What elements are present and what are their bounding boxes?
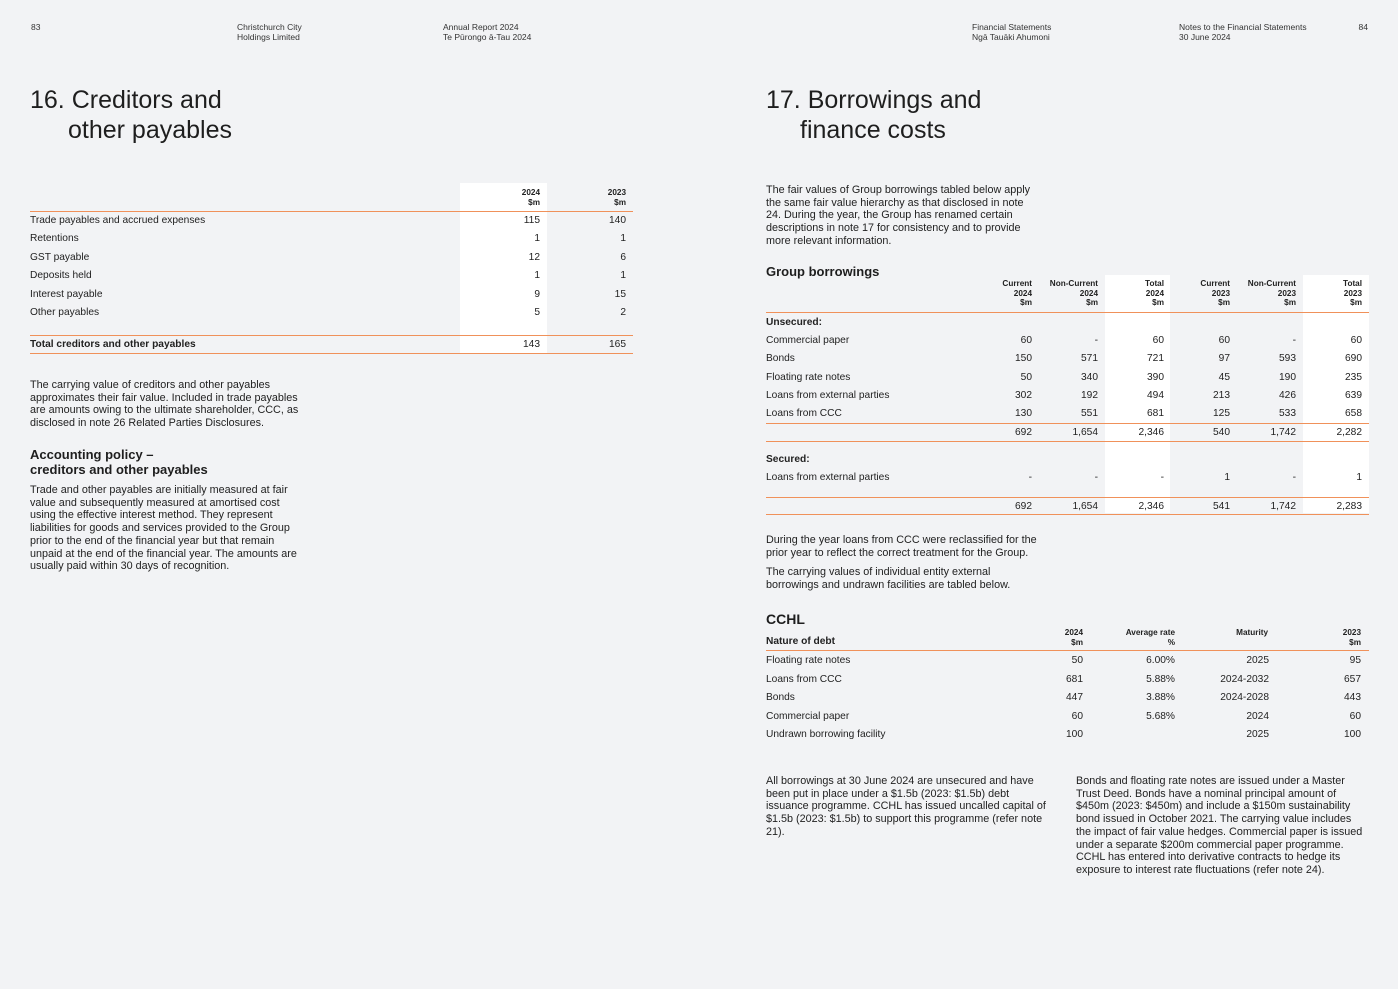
note16-title [30, 85, 232, 145]
col-l2: $m [1349, 637, 1361, 647]
value-2023: 140 [609, 215, 626, 226]
row-label: Interest payable [30, 289, 103, 300]
org-name-line1: Christchurch City [237, 22, 302, 32]
cchl-col-rate [1095, 628, 1175, 647]
col-l1: Current [1200, 279, 1230, 288]
col-2024-unit: $m [528, 197, 540, 207]
notes-name-line2: 30 June 2024 [1179, 32, 1231, 42]
total-bottom-rule [30, 353, 633, 354]
col-l1: Maturity [1236, 628, 1268, 637]
org-name-line2: Holdings Limited [237, 32, 300, 42]
value-2023: 60 [1349, 711, 1361, 722]
policy-heading [30, 447, 208, 477]
table-row [30, 307, 633, 320]
value-2023: 6 [620, 252, 626, 263]
table-row [766, 353, 1369, 366]
table-row [766, 655, 1369, 668]
col-header-total-2023 [1302, 279, 1362, 308]
value-rate: 3.88% [1146, 692, 1175, 703]
value-current-2024: 130 [1015, 408, 1032, 419]
value-total-2024: 390 [1147, 372, 1164, 383]
table-row [30, 270, 633, 283]
value-current-2023: 213 [1213, 390, 1230, 401]
value-maturity: 2025 [1246, 729, 1269, 740]
cchl-heading: CCHL [766, 611, 805, 627]
col-l2: $m [1071, 637, 1083, 647]
value-total-2023: 639 [1345, 390, 1362, 401]
note16-paragraph: The carrying value of creditors and other payables approximates their fair value. Included in trade payables are amounts owing to the ultimate shareholder, CCC, as disclosed in note 26 Related Parties Disclosures. [30, 379, 299, 430]
value-total-2023: 235 [1345, 372, 1362, 383]
policy-heading-line1: Accounting policy – [30, 447, 154, 462]
value-total-2023: 1 [1356, 472, 1362, 483]
col-l3: $m [1350, 298, 1362, 308]
table-row [766, 729, 1369, 742]
value-2023: 443 [1344, 692, 1361, 703]
value-current-2024: 302 [1015, 390, 1032, 401]
value-noncurrent-2024: 340 [1081, 372, 1098, 383]
value-noncurrent-2023: - [1292, 472, 1296, 483]
unsecured-label: Unsecured: [766, 317, 823, 328]
group-borrowings-heading: Group borrowings [766, 264, 880, 279]
value-2024: 50 [1071, 655, 1083, 666]
right-page-number: 84 [1358, 22, 1368, 32]
section-name-line1: Financial Statements [972, 22, 1052, 32]
row-label: Deposits held [30, 270, 92, 281]
value-current-2024: 60 [1020, 335, 1032, 346]
value-2023: 15 [614, 289, 626, 300]
value-2023: 100 [1344, 729, 1361, 740]
table-row [30, 252, 633, 265]
cchl-col-2024 [1023, 628, 1083, 647]
value-current-2024: 50 [1020, 372, 1032, 383]
col-l2: % [1167, 637, 1175, 647]
col-l1: Total [1145, 279, 1164, 288]
value-2024: 100 [1066, 729, 1083, 740]
value-total-2024: 60 [1152, 335, 1164, 346]
total-row [30, 339, 633, 352]
value-2024: 60 [1071, 711, 1083, 722]
grand-total-current-2024: 692 [1015, 501, 1032, 512]
row-label: Commercial paper [766, 335, 850, 346]
value-2024: 1 [534, 270, 540, 281]
value-2024: 681 [1066, 674, 1083, 685]
unsecured-subtotal-bottom-rule [766, 441, 1369, 442]
value-noncurrent-2024: - [1094, 335, 1098, 346]
total-label: Total creditors and other payables [30, 339, 196, 350]
row-label: Floating rate notes [766, 372, 851, 383]
value-noncurrent-2023: 190 [1279, 372, 1296, 383]
row-label: Loans from CCC [766, 674, 842, 685]
subtotal-total-2024: 2,346 [1138, 427, 1164, 438]
col-header-current-2023 [1170, 279, 1230, 308]
table-row [30, 289, 633, 302]
table-row [766, 472, 1369, 485]
row-label: GST payable [30, 252, 90, 263]
note17-intro: The fair values of Group borrowings tabled below apply the same fair value hierarchy as that disclosed in note 24. During the year, the Group has renamed certain descriptions in note 17 for consistency and to provide more relevant information. [766, 184, 1031, 247]
value-2023: 95 [1349, 655, 1361, 666]
value-noncurrent-2023: - [1292, 335, 1296, 346]
report-name [443, 22, 531, 42]
grand-total-total-2024: 2,346 [1138, 501, 1164, 512]
row-label: Floating rate notes [766, 655, 851, 666]
note17-title-line1: 17. Borrowings and [766, 86, 982, 114]
row-label: Other payables [30, 307, 100, 318]
notes-name-line1: Notes to the Financial Statements [1179, 22, 1307, 32]
col-l2: 2024 [1079, 288, 1098, 298]
value-maturity: 2024-2032 [1220, 674, 1269, 685]
value-total-2024: 721 [1147, 353, 1164, 364]
value-noncurrent-2023: 593 [1279, 353, 1296, 364]
row-label: Commercial paper [766, 711, 850, 722]
footer-right-paragraph: Bonds and floating rate notes are issued under a Master Trust Deed. Bonds have a nominal principal amount of $450m (2023: $450m) and include a $150m sustainability bond issued in October 2021. The carrying value includes the impact of fair value hedges. Commercial paper is issued under a separate $200m commercial paper programme. CCHL has entered into derivative contracts to hedge its exposure to interest rate fluctuations (refer note 24). [1076, 775, 1363, 876]
col-l2: 2023 [1343, 288, 1362, 298]
subtotal-total-2023: 2,282 [1336, 427, 1362, 438]
value-total-2024: 681 [1147, 408, 1164, 419]
value-2024: 5 [534, 307, 540, 318]
grand-total-noncurrent-2024: 1,654 [1072, 501, 1098, 512]
col-l3: $m [1152, 298, 1164, 308]
note16-title-line1: 16. Creditors and [30, 86, 222, 114]
unsecured-subtotal-row [766, 427, 1369, 440]
row-label: Undrawn borrowing facility [766, 729, 886, 740]
value-maturity: 2024-2028 [1220, 692, 1269, 703]
table-row [766, 408, 1369, 421]
value-current-2024: 150 [1015, 353, 1032, 364]
subtotal-noncurrent-2023: 1,742 [1270, 427, 1296, 438]
value-noncurrent-2024: - [1094, 472, 1098, 483]
col-l1: Current [1002, 279, 1032, 288]
col-l2: 2024 [1013, 288, 1032, 298]
value-noncurrent-2024: 192 [1081, 390, 1098, 401]
value-2023: 1 [620, 270, 626, 281]
nature-of-debt-header: Nature of debt [766, 636, 836, 647]
table-row [766, 372, 1369, 385]
unsecured-subtotal-top-rule [766, 423, 1369, 424]
total-2023: 165 [609, 339, 626, 350]
col-l3: $m [1284, 298, 1296, 308]
col-header-total-2024 [1104, 279, 1164, 308]
left-page-number: 83 [31, 22, 41, 32]
value-2024: 12 [528, 252, 540, 263]
value-rate: 5.68% [1146, 711, 1175, 722]
subtotal-current-2023: 540 [1213, 427, 1230, 438]
row-label: Loans from CCC [766, 408, 842, 419]
reclass-paragraph: During the year loans from CCC were reclassified for the prior year to reflect the correct treatment for the Group. [766, 534, 1037, 559]
value-maturity: 2025 [1246, 655, 1269, 666]
col-l3: $m [1086, 298, 1098, 308]
col-l2: 2023 [1211, 288, 1230, 298]
value-current-2023: 45 [1218, 372, 1230, 383]
report-name-line1: Annual Report 2024 [443, 22, 519, 32]
note16-title-line2: other payables [68, 116, 233, 144]
table-row [766, 335, 1369, 348]
policy-heading-line2: creditors and other payables [30, 462, 208, 477]
cchl-col-2023 [1301, 628, 1361, 647]
row-label: Bonds [766, 692, 795, 703]
col-2023-unit: $m [614, 197, 626, 207]
notes-name [1179, 22, 1307, 42]
footer-left-paragraph: All borrowings at 30 June 2024 are unsecured and have been put in place under a $1.5b (2023: $1.5b) debt issuance programme. CCHL has issued uncalled capital of $1.5b (2023: $1.5b) to support this programme (refer note 21). [766, 775, 1046, 838]
value-total-2024: 494 [1147, 390, 1164, 401]
header-rule [30, 211, 633, 212]
policy-text: Trade and other payables are initially measured at fair value and subsequently measured at amortised cost using the effective interest method. They represent liabilities for goods and services provided to the Group prior to the end of the financial year but that remain unpaid at the end of the financial year. The amounts are usually paid within 30 days of recognition. [30, 484, 297, 573]
value-current-2023: 125 [1213, 408, 1230, 419]
col-2024-year: 2024 [521, 188, 540, 197]
section-name-line2: Ngā Tauāki Ahumoni [972, 32, 1050, 42]
value-noncurrent-2023: 533 [1279, 408, 1296, 419]
value-2023: 1 [620, 233, 626, 244]
row-label: Loans from external parties [766, 390, 890, 401]
col-l2: 2024 [1145, 288, 1164, 298]
col-l2: 2023 [1277, 288, 1296, 298]
col-header-noncurrent-2023 [1226, 279, 1296, 308]
col-2023-year: 2023 [607, 188, 626, 197]
value-current-2024: - [1028, 472, 1032, 483]
org-name [237, 22, 302, 42]
table-row [30, 215, 633, 228]
value-total-2023: 690 [1345, 353, 1362, 364]
column-2024-shade [460, 183, 547, 353]
value-current-2023: 97 [1218, 353, 1230, 364]
row-label: Bonds [766, 353, 795, 364]
col-l1: 2023 [1342, 628, 1361, 637]
col-l1: 2024 [1064, 628, 1083, 637]
row-label: Trade payables and accrued expenses [30, 215, 206, 226]
table-row [766, 711, 1369, 724]
value-2024: 115 [523, 215, 540, 226]
value-noncurrent-2023: 426 [1279, 390, 1296, 401]
value-2023: 2 [620, 307, 626, 318]
col-header-noncurrent-2024 [1028, 279, 1098, 308]
value-maturity: 2024 [1246, 711, 1269, 722]
group-header-rule [766, 312, 1369, 313]
report-name-line2: Te Pūrongo ā-Tau 2024 [443, 32, 532, 42]
total-top-rule [30, 335, 633, 336]
carrying-paragraph: The carrying values of individual entity external borrowings and undrawn facilities are tabled below. [766, 566, 1011, 591]
col-l1: Total [1343, 279, 1362, 288]
value-2024: 447 [1066, 692, 1083, 703]
table-row [766, 692, 1369, 705]
value-2024: 1 [534, 233, 540, 244]
value-total-2024: - [1160, 472, 1164, 483]
secured-label: Secured: [766, 454, 810, 465]
cchl-col-maturity [1208, 628, 1268, 638]
value-2023: 657 [1344, 674, 1361, 685]
value-noncurrent-2024: 551 [1081, 408, 1098, 419]
col-header-2024 [480, 188, 540, 207]
note17-title-line2: finance costs [800, 116, 946, 144]
note17-title [766, 85, 981, 145]
value-total-2023: 60 [1350, 335, 1362, 346]
subtotal-current-2024: 692 [1015, 427, 1032, 438]
subtotal-noncurrent-2024: 1,654 [1072, 427, 1098, 438]
col-header-2023 [566, 188, 626, 207]
col-l3: $m [1020, 298, 1032, 308]
grand-total-top-rule [766, 497, 1369, 498]
section-name [972, 22, 1051, 42]
col-header-current-2024 [972, 279, 1032, 308]
value-current-2023: 1 [1224, 472, 1230, 483]
col-l1: Non-Current [1247, 279, 1296, 288]
value-rate: 6.00% [1146, 655, 1175, 666]
row-label: Loans from external parties [766, 472, 890, 483]
table-row [766, 390, 1369, 403]
grand-total-total-2023: 2,283 [1336, 501, 1362, 512]
value-total-2023: 658 [1345, 408, 1362, 419]
value-rate: 5.88% [1146, 674, 1175, 685]
value-2024: 9 [534, 289, 540, 300]
col-l1: Average rate [1125, 628, 1175, 637]
value-noncurrent-2024: 571 [1081, 353, 1098, 364]
col-l1: Non-Current [1049, 279, 1098, 288]
grand-total-row [766, 501, 1369, 514]
cchl-header-rule [766, 650, 1369, 651]
row-label: Retentions [30, 233, 79, 244]
table-row [766, 674, 1369, 687]
grand-total-noncurrent-2023: 1,742 [1270, 501, 1296, 512]
grand-total-current-2023: 541 [1213, 501, 1230, 512]
col-l3: $m [1218, 298, 1230, 308]
total-2024: 143 [523, 339, 540, 350]
table-row [30, 233, 633, 246]
grand-total-bottom-rule [766, 514, 1369, 515]
value-current-2023: 60 [1218, 335, 1230, 346]
